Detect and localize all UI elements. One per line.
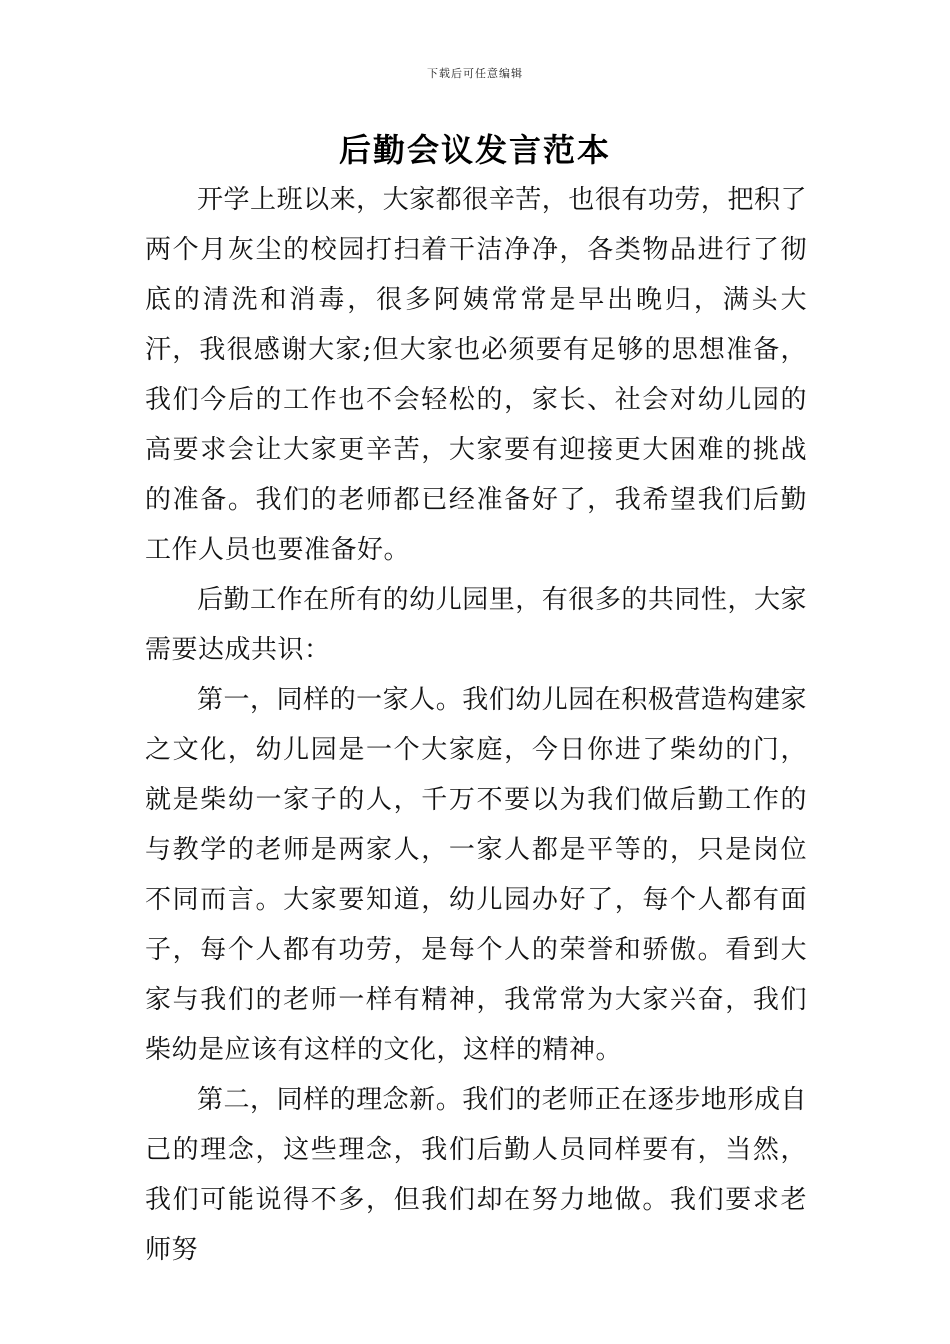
document-body [145, 175, 807, 1275]
paragraph: 第一，同样的一家人。我们幼儿园在积极营造构建家之文化，幼儿园是一个大家庭，今日你进了柴幼的门，就是柴幼一家子的人，千万不要以为我们做后勤工作的与教学的老师是两家人，一家人都是平等的，只是岗位不同而言。大家要知道，幼儿园办好了，每个人都有面子，每个人都有功劳，是每个人的荣誉和骄傲。看到大家与我们的老师一样有精神，我常常为大家兴奋，我们柴幼是应该有这样的文化，这样的精神。 [145, 685, 807, 1065]
paragraph: 开学上班以来，大家都很辛苦，也很有功劳，把积了两个月灰尘的校园打扫着干洁净净，各类物品进行了彻底的清洗和消毒，很多阿姨常常是早出晚归，满头大汗，我很感谢大家;但大家也必须要有足够的思想准备，我们今后的工作也不会轻松的，家长、社会对幼儿园的高要求会让大家更辛苦，大家要有迎接更大困难的挑战的准备。我们的老师都已经准备好了，我希望我们后勤工作人员也要准备好。 [145, 185, 807, 565]
paragraph: 第二，同样的理念新。我们的老师正在逐步地形成自己的理念，这些理念，我们后勤人员同样要有，当然，我们可能说得不多，但我们却在努力地做。我们要求老师努 [145, 1085, 807, 1265]
paragraph: 后勤工作在所有的幼儿园里，有很多的共同性，大家需要达成共识： [145, 585, 807, 665]
document-title: 后勤会议发言范本 [338, 131, 611, 169]
header-note: 下载后可任意编辑 [427, 67, 523, 80]
